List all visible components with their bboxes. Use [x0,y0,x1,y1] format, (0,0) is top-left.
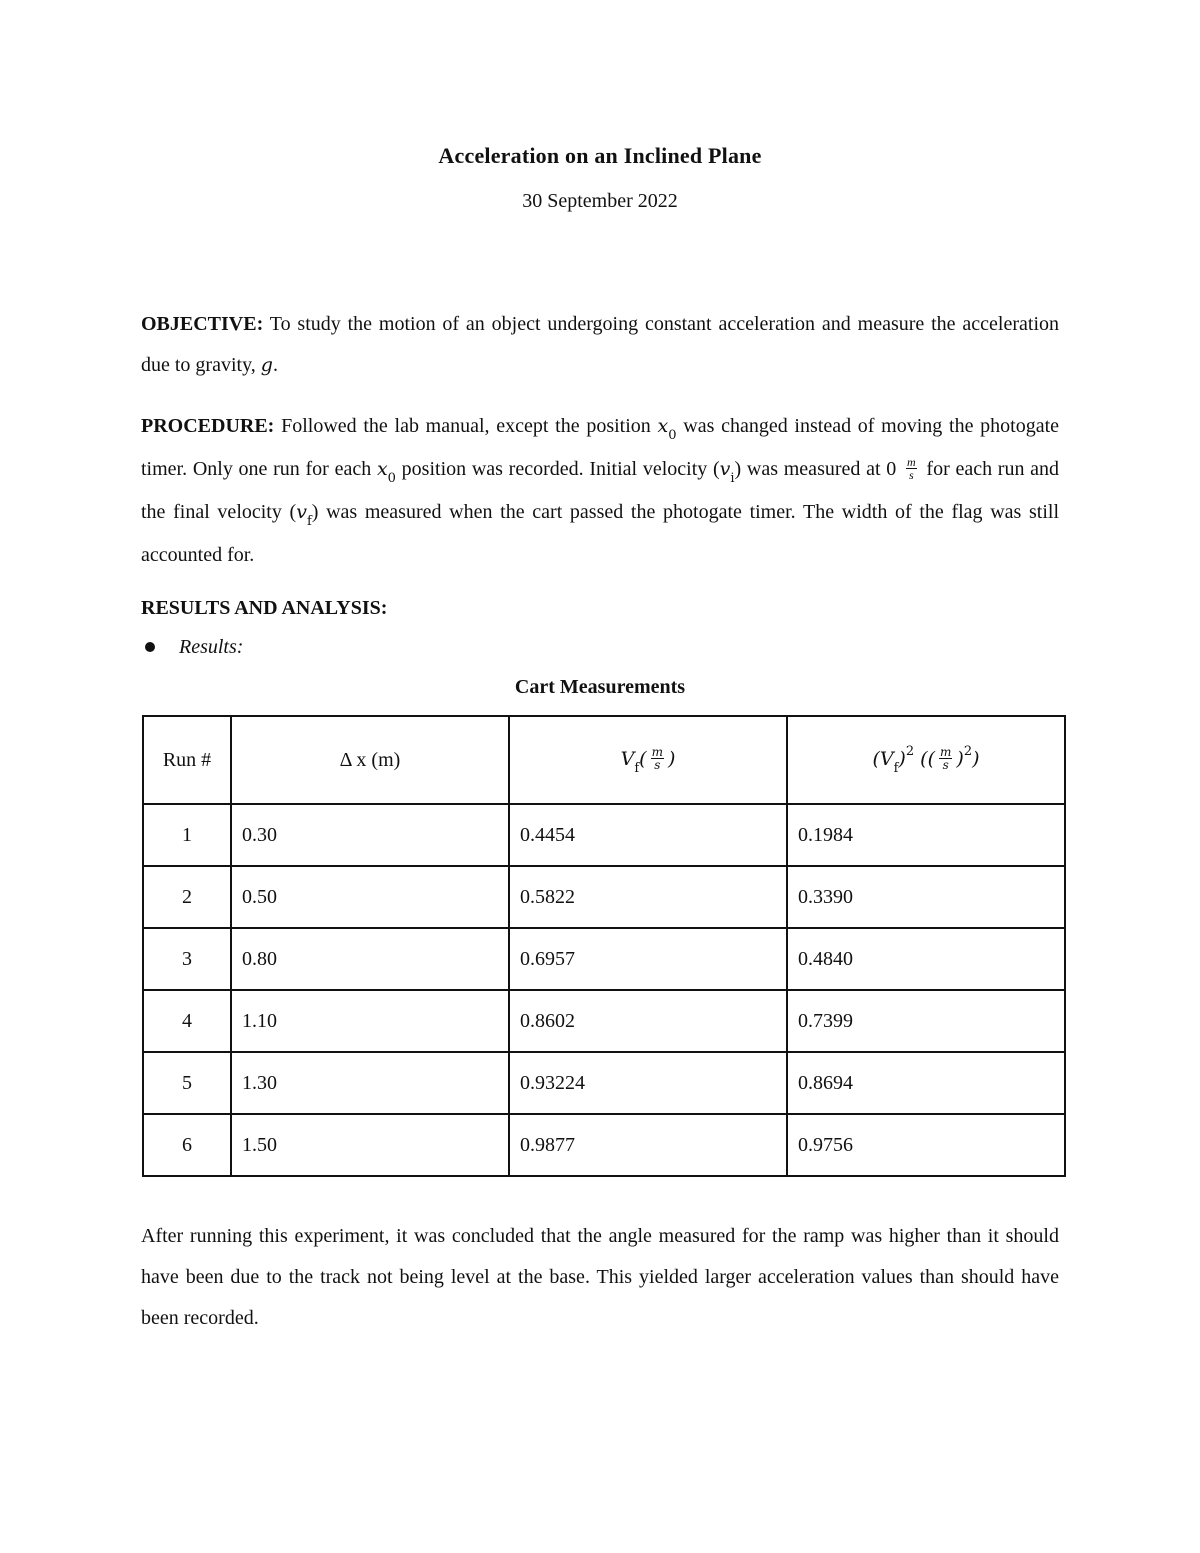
procedure-text-3: position was recorded. Initial velocity ( [401,458,720,480]
cell-final-velocity: 0.4454 [509,804,787,866]
cell-run: 3 [143,928,231,990]
procedure-text-4: ) was measured at 0 [734,458,897,480]
cell-delta-x: 1.30 [231,1052,509,1114]
cell-final-velocity: 0.5822 [509,866,787,928]
bullet-icon [145,642,155,652]
cell-final-velocity-squared: 0.8694 [787,1052,1065,1114]
procedure-text-1: Followed the lab manual, except the position [281,415,651,437]
objective-end: . [272,354,278,376]
vi-variable: $v_i$ [719,458,735,486]
cell-final-velocity: 0.8602 [509,990,787,1052]
cell-run: 2 [143,866,231,928]
document-title: Acceleration on an Inclined Plane [438,143,762,168]
cell-run: 6 [143,1114,231,1176]
header-run: Run # [143,716,231,804]
cell-final-velocity-squared: 0.4840 [787,928,1065,990]
header-final-velocity-squared: $(V_f)^2$ (( $\frac{m}{s}$ )$^2$) [787,716,1065,804]
cell-final-velocity: 0.93224 [509,1052,787,1114]
cell-delta-x: 0.30 [231,804,509,866]
cell-run: 5 [143,1052,231,1114]
cell-final-velocity: 0.9877 [509,1114,787,1176]
table-row [143,1114,1065,1176]
header-final-velocity: $V_f$( $\frac{m}{s}$ ) [509,716,787,804]
cell-final-velocity-squared: 0.3390 [787,866,1065,928]
cell-run: 1 [143,804,231,866]
cell-final-velocity-squared: 0.1984 [787,804,1065,866]
results-bullet-label: Results: [179,636,244,658]
procedure-text-2: was changed instead of moving the photogate timer. Only one run for each [141,415,1060,480]
objective-paragraph [141,304,1059,386]
procedure-text-6: ) was measured when the cart passed the photogate timer. The width of the flag was still accounted for. [141,501,1059,566]
meters-per-second-fraction: $\frac{m}{s}$ [907,454,916,482]
x0-variable-2: $x_0$ [376,458,396,486]
table-row [143,990,1065,1052]
cell-final-velocity: 0.6957 [509,928,787,990]
cell-final-velocity-squared: 0.9756 [787,1114,1065,1176]
objective-text: To study the motion of an object undergoing constant acceleration and measure the acceleration due to gravity, [141,313,1059,376]
table-row [143,866,1065,928]
vf-variable: $v_f$ [296,501,312,529]
objective-label: OBJECTIVE: [141,313,264,335]
cell-delta-x: 0.50 [231,866,509,928]
cell-delta-x: 0.80 [231,928,509,990]
table-caption: Cart Measurements [514,676,686,698]
cell-run: 4 [143,990,231,1052]
table-row [143,1052,1065,1114]
table-header-row [143,716,1065,804]
table-row [143,928,1065,990]
procedure-label: PROCEDURE: [141,415,275,437]
results-heading: RESULTS AND ANALYSIS: [141,597,388,619]
table-row [143,804,1065,866]
cart-measurements-table [142,715,1066,1177]
cell-delta-x: 1.50 [231,1114,509,1176]
cell-final-velocity-squared: 0.7399 [787,990,1065,1052]
procedure-paragraph [141,406,1059,576]
cell-delta-x: 1.10 [231,990,509,1052]
header-delta-x: Δ x (m) [231,716,509,804]
gravity-variable: g [260,354,273,376]
results-bullet [141,636,243,659]
conclusion-paragraph: After running this experiment, it was concluded that the angle measured for the ramp was higher than it should have been due to the track not being level at the base. This yielded larger acceleration values than should have been recorded. [141,1225,1059,1329]
procedure-text-5: for each run and the final velocity ( [141,458,1060,523]
x0-variable: $x_0$ [657,415,677,443]
document-date: 30 September 2022 [522,190,678,212]
